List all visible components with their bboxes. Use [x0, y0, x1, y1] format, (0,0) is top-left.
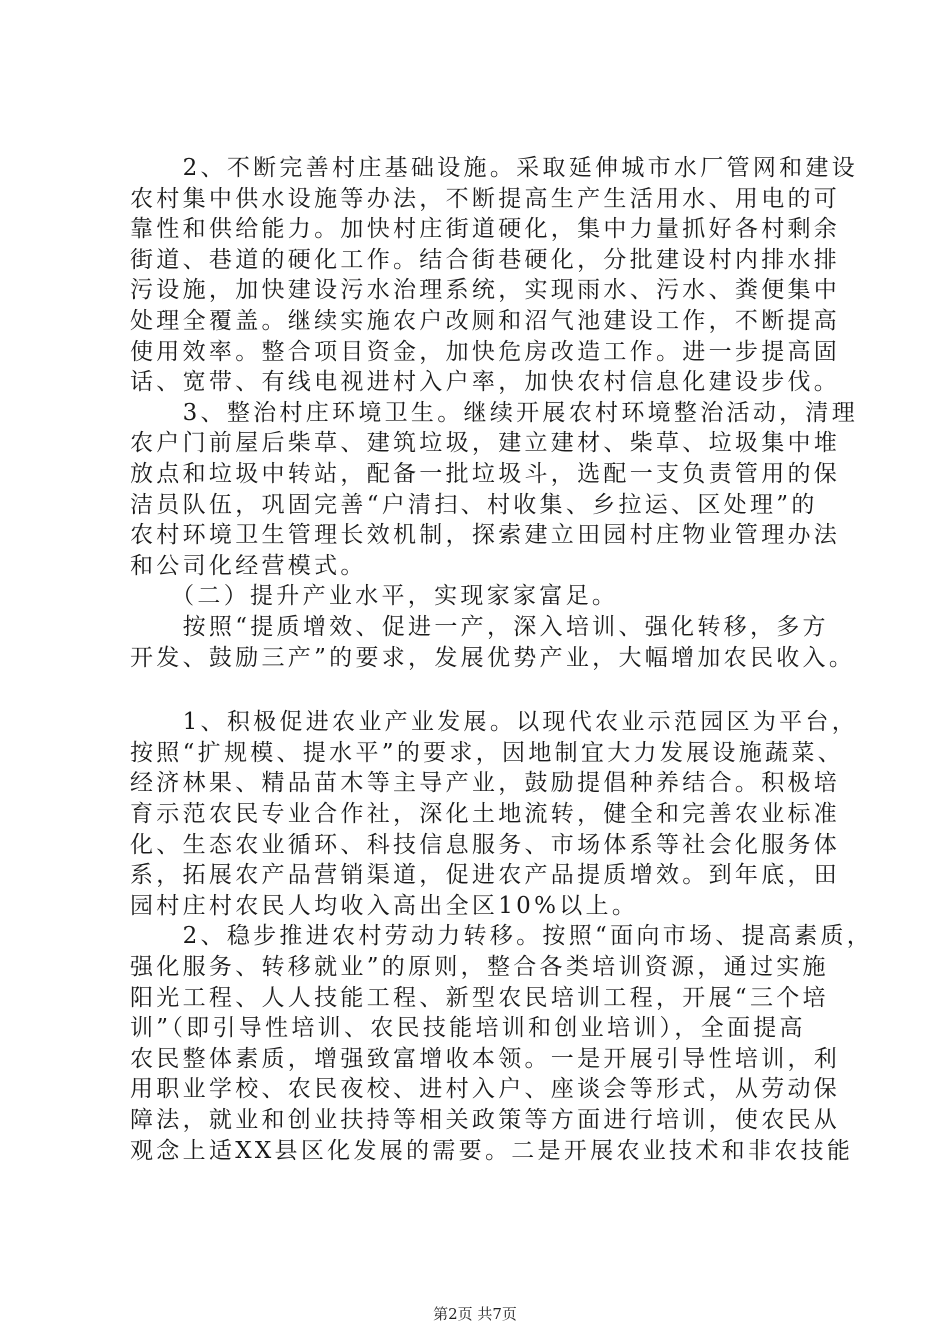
text-line: 放点和垃圾中转站，配备一批垃圾斗，选配一支负责管用的保: [130, 461, 841, 487]
text-line: 街道、巷道的硬化工作。结合街巷硬化，分批建设村内排水排: [130, 246, 841, 273]
text-line: 1、积极促进农业产业发展。以现代农业示范园区为平台，: [130, 709, 859, 736]
text-line: 强化服务、转移就业”的原则，整合各类培训资源，通过实施: [130, 954, 829, 980]
text-line: 障法，就业和创业扶持等相关政策等方面进行培训，使农民从: [130, 1107, 841, 1133]
text-line: 育示范农民专业合作社，深化土地流转，健全和完善农业标准: [130, 801, 841, 827]
text-line: 园村庄村农民人均收入高出全区10%以上。: [130, 892, 639, 919]
text-line: 使用效率。整合项目资金，加快危房改造工作。进一步提高固: [130, 338, 841, 365]
text-line: 3、整治村庄环境卫生。继续开展农村环境整治活动，清理: [130, 399, 859, 426]
text-line: 靠性和供给能力。加快村庄街道硬化，集中力量抓好各村剩余: [130, 216, 841, 243]
text-line: 训”（即引导性培训、农民技能培训和创业培训），全面提高: [130, 1015, 806, 1042]
text-line: 话、宽带、有线电视进村入户率，加快农村信息化建设步伐。: [130, 369, 841, 396]
text-line: 农民整体素质，增强致富增收本领。一是开展引导性培训，利: [130, 1045, 841, 1072]
text-line: 处理全覆盖。继续实施农户改厕和沼气池建设工作，不断提高: [130, 308, 841, 334]
text-line: 阳光工程、人人技能工程、新型农民培训工程，开展“三个培: [130, 984, 829, 1011]
text-line: 农户门前屋后柴草、建筑垃圾，建立建材、柴草、垃圾集中堆: [130, 430, 841, 457]
text-line: 洁员队伍，巩固完善“户清扫、村收集、乡拉运、区处理”的: [130, 491, 818, 518]
text-line: 开发、鼓励三产”的要求，发展优势产业，大幅增加农民收入。: [130, 644, 856, 671]
text-line: 按照“提质增效、促进一产，深入培训、强化转移，多方: [130, 614, 829, 640]
text-line: 用职业学校、农民夜校、进村入户、座谈会等形式，从劳动保: [130, 1076, 841, 1103]
text-line: 按照“扩规模、提水平”的要求，因地制宜大力发展设施蔬菜、: [130, 739, 844, 766]
text-line: 农村环境卫生管理长效机制，探索建立田园村庄物业管理办法: [130, 522, 841, 549]
text-line: 2、稳步推进农村劳动力转移。按照“面向市场、提高素质，: [130, 923, 874, 950]
text-line: 2、不断完善村庄基础设施。采取延伸城市水厂管网和建设: [130, 155, 859, 181]
page-footer: 第2页 共7页: [433, 1305, 517, 1323]
text-line: 和公司化经营模式。: [130, 552, 367, 579]
text-line: 化、生态农业循环、科技信息服务、市场体系等社会化服务体: [130, 831, 841, 858]
text-line: 系，拓展农产品营销渠道，促进农产品提质增效。到年底，田: [130, 862, 841, 889]
text-line: 经济林果、精品苗木等主导产业，鼓励提倡种养结合。积极培: [130, 770, 841, 797]
text-line: 农村集中供水设施等办法，不断提高生产生活用水、用电的可: [130, 185, 841, 212]
text-line: 污设施，加快建设污水治理系统，实现雨水、污水、粪便集中: [130, 277, 841, 304]
text-line: （二）提升产业水平，实现家家富足。: [130, 583, 619, 610]
text-line: 观念上适XX县区化发展的需要。二是开展农业技术和非农技能: [130, 1137, 854, 1164]
